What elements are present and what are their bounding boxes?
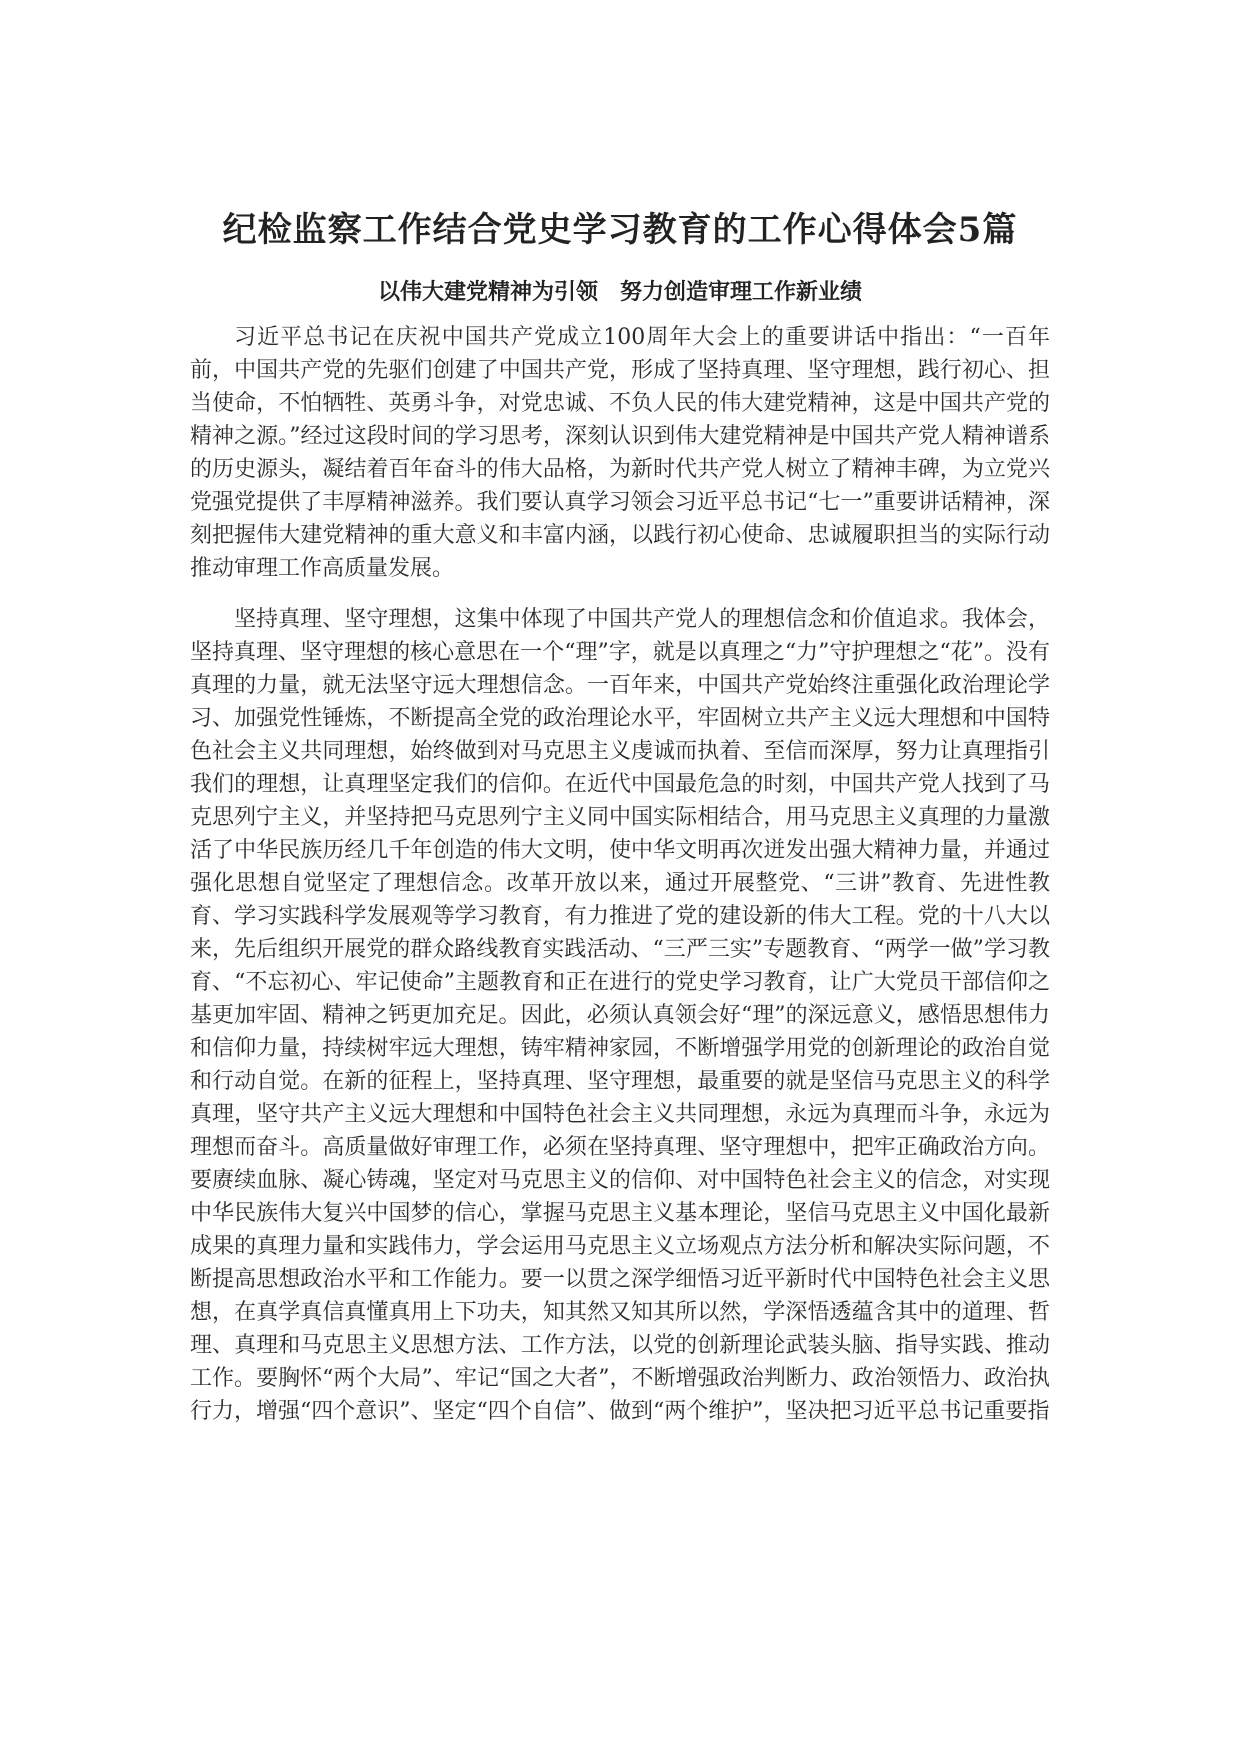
document-body <box>190 321 1050 1428</box>
document-title: 纪检监察工作结合党史学习教育的工作心得体会5篇 <box>222 210 1018 250</box>
body-paragraph: 坚持真理、坚守理想，这集中体现了中国共产党人的理想信念和价值追求。我体会，坚持真理、坚守理想的核心意思在一个“理”字，就是以真理之“力”守护理想之“花”。没有真理的力量，就无法坚守远大理想信念。一百年来，中国共产党始终注重强化政治理论学习、加强党性锤炼，不断提高全党的政治理论水平，牢固树立共产主义远大理想和中国特色社会主义共同理想，始终做到对马克思主义虔诚而执着、至信而深厚，努力让真理指引我们的理想，让真理坚定我们的信仰。在近代中国最危急的时刻，中国共产党人找到了马克思列宁主义，并坚持把马克思列宁主义同中国实际相结合，用马克思主义真理的力量激活了中华民族历经几千年创造的伟大文明，使中华文明再次迸发出强大精神力量，并通过强化思想自觉坚定了理想信念。改革开放以来，通过开展整党、“三讲”教育、先进性教育、学习实践科学发展观等学习教育，有力推进了党的建设新的伟大工程。党的十八大以来，先后组织开展党的群众路线教育实践活动、“三严三实”专题教育、“两学一做”学习教育、“不忘初心、牢记使命”主题教育和正在进行的党史学习教育，让广大党员干部信仰之基更加牢固、精神之钙更加充足。因此，必须认真领会好“理”的深远意义，感悟思想伟力和信仰力量，持续树牢远大理想，铸牢精神家园，不断增强学用党的创新理论的政治自觉和行动自觉。在新的征程上，坚持真理、坚守理想，最重要的就是坚信马克思主义的科学真理，坚守共产主义远大理想和中国特色社会主义共同理想，永远为真理而斗争，永远为理想而奋斗。高质量做好审理工作，必须在坚持真理、坚守理想中，把牢正确政治方向。要赓续血脉、凝心铸魂，坚定对马克思主义的信仰、对中国特色社会主义的信念，对实现中华民族伟大复兴中国梦的信心，掌握马克思主义基本理论，坚信马克思主义中国化最新成果的真理力量和实践伟力，学会运用马克思主义立场观点方法分析和解决实际问题，不断提高思想政治水平和工作能力。要一以贯之深学细悟习近平新时代中国特色社会主义思想，在真学真信真懂真用上下功夫，知其然又知其所以然，学深悟透蕴含其中的道理、哲理、真理和马克思主义思想方法、工作方法，以党的创新理论武装头脑、指导实践、推动工作。要胸怀“两个大局”、牢记“国之大者”，不断增强政治判断力、政治领悟力、政治执行力，增强“四个意识”、坚定“四个自信”、做到“两个维护”，坚决把习近平总书记重要指 <box>190 607 1050 1424</box>
body-paragraph: 习近平总书记在庆祝中国共产党成立100周年大会上的重要讲话中指出：“一百年前，中国共产党的先驱们创建了中国共产党，形成了坚持真理、坚守理想，践行初心、担当使命，不怕牺牲、英勇斗争，对党忠诚、不负人民的伟大建党精神，这是中国共产党的精神之源。”经过这段时间的学习思考，深刻认识到伟大建党精神是中国共产党人精神谱系的历史源头，凝结着百年奋斗的伟大品格，为新时代共产党人树立了精神丰碑，为立党兴党强党提供了丰厚精神滋养。我们要认真学习领会习近平总书记“七一”重要讲话精神，深刻把握伟大建党精神的重大意义和丰富内涵，以践行初心使命、忠诚履职担当的实际行动推动审理工作高质量发展。 <box>190 325 1051 581</box>
document-subtitle: 以伟大建党精神为引领 努力创造审理工作新业绩 <box>377 279 862 305</box>
